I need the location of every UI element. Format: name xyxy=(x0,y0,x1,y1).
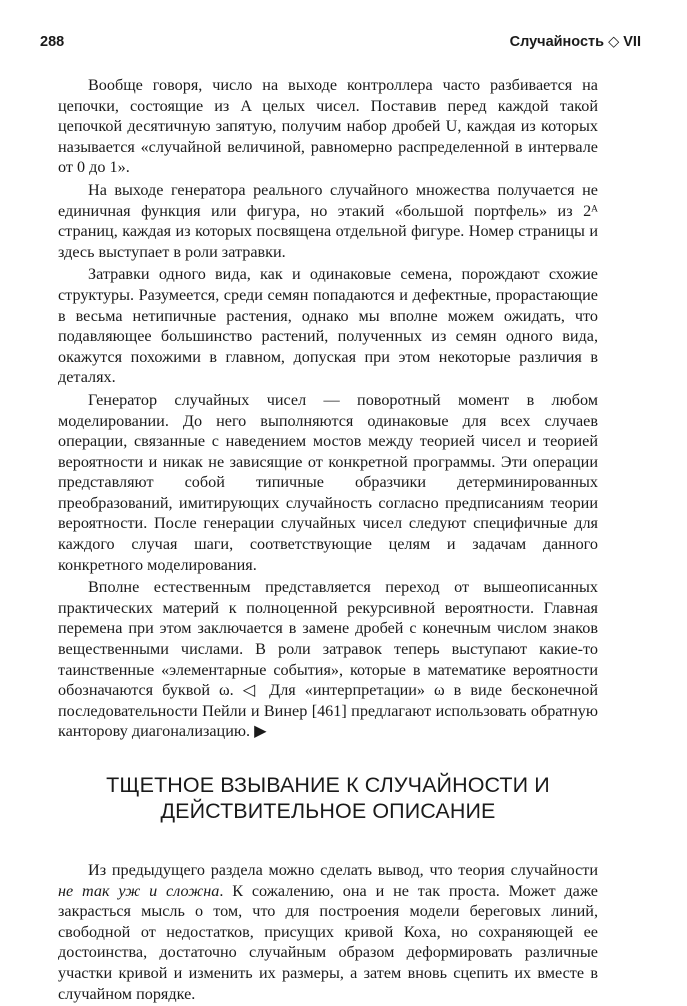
paragraph-6-end: . К сожалению, она и не так проста. Может даже закрасться мысль о том, что для построения модели береговых линий, свободной от недостатков, присущих кривой Коха, но сохраняющей ее достоинства, достаточно случайным образом деформировать различные участки кривой и изменить их размеры, а затем вновь сцепить их вместе в случайном порядке. xyxy=(58,881,598,1003)
paragraph-6 xyxy=(58,860,598,1004)
section-heading-line-2: ДЕЙСТВИТЕЛЬНОЕ ОПИСАНИЕ xyxy=(160,799,496,823)
page-body xyxy=(58,75,598,1006)
paragraph-6-emphasis: не так уж и сложна xyxy=(58,881,220,900)
paragraph-3: Затравки одного вида, как и одинаковые семена, порождают схожие структуры. Разумеется, среди семян попадаются и дефектные, прорастающие в весьма нетипичные растения, однако мы вполне можем ожидать, что подавляющее большинство растений, полученных из семян одного вида, окажутся похожими в главном, допуская при этом некоторые различия в деталях. xyxy=(58,265,598,387)
paragraph-2: На выходе генератора реального случайного множества получается не единичная функция или фигура, но этакий «большой портфель» из 2ᴬ страниц, каждая из которых посвящена отдельной фигуре. Номер страницы и здесь выступает в роли затравки. xyxy=(58,180,598,261)
section-heading xyxy=(58,772,598,824)
paragraph-6-start: Из предыдущего раздела можно сделать вывод, что теория случайности xyxy=(88,861,598,879)
running-title: Случайность ◇ VII xyxy=(509,34,641,50)
paragraph-1: Вообще говоря, число на выходе контроллера часто разбивается на цепочки, состоящие из A целых чисел. Поставив перед каждой такой цепочкой десятичную запятую, получим набор дробей U, каждая из которых называется «случайной величиной, равномерно распределенной в интервале от 0 до 1». xyxy=(58,76,598,177)
section-heading-line-1: ТЩЕТНОЕ ВЗЫВАНИЕ К СЛУЧАЙНОСТИ И xyxy=(106,773,550,797)
page-number: 288 xyxy=(40,34,65,50)
paragraph-5: Вполне естественным представляется переход от вышеописанных практических материй к полноценной рекурсивной вероятности. Главная перемена при этом заключается в замене дробей с конечным числом знаков вещественными числами. В роли затравок теперь выступают какие-то таинственные «элементарные события», которые в математике вероятности обозначаются буквой ω. ◁ Для «интерпретации» ω в виде бесконечной последовательности Пейли и Винер [461] предлагают использовать обратную канторову диагонализацию. ▶ xyxy=(58,578,598,741)
page-header xyxy=(40,34,641,54)
paragraph-4: Генератор случайных чисел — поворотный момент в любом моделировании. До него выполняются одинаковые для всех случаев операции, связанные с наведением мостов между теорией чисел и теорией вероятности и никак не зависящие от конкретной программы. Эти операции представляют собой типичные образчики детерминированных преобразований, имитирующих случайность согласно предписаниям теории вероятности. После генерации случайных чисел следуют специфичные для каждого случая шаги, соответствующие целям и задачам данного конкретного моделирования. xyxy=(58,390,598,574)
